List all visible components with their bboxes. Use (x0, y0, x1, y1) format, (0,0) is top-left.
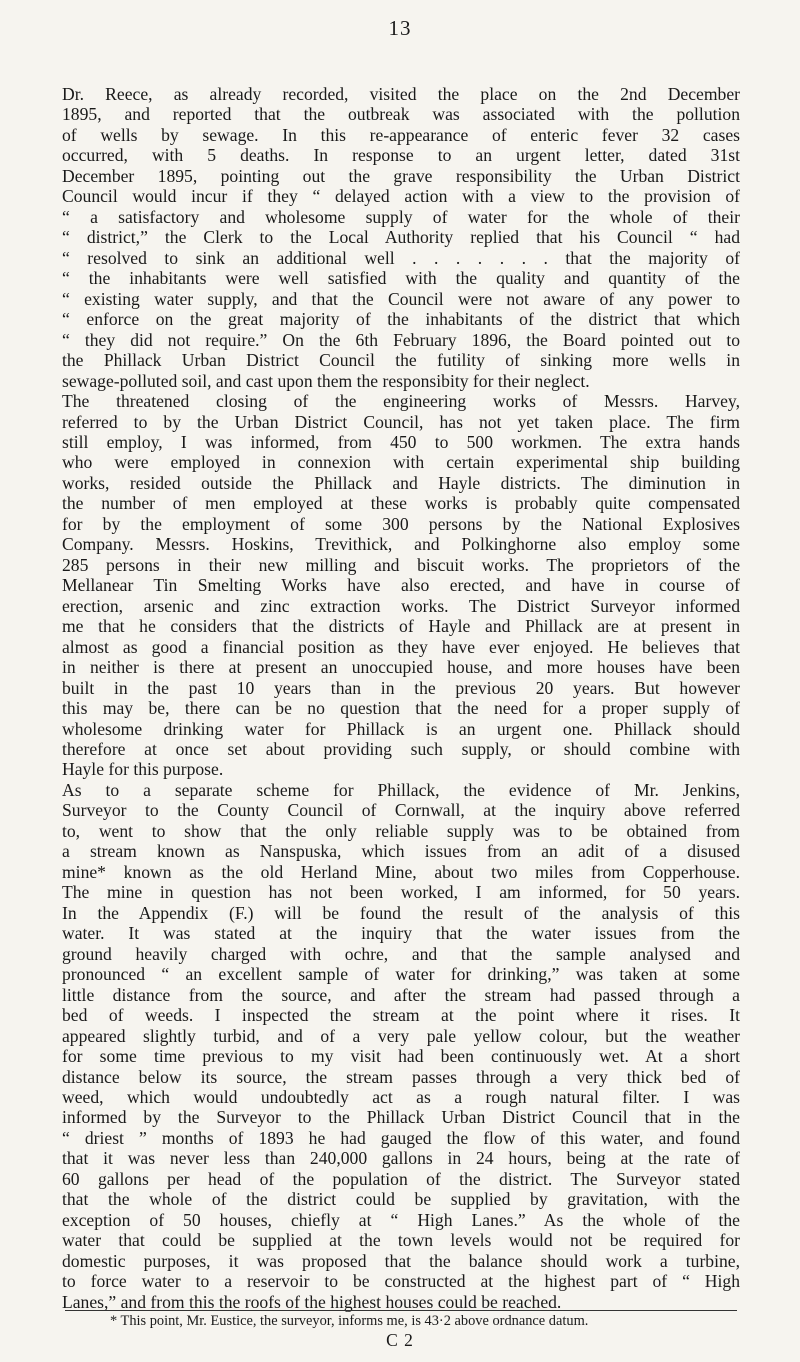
text-line: The mine in question has not been worked, I am informed, for 50 years. (62, 882, 740, 903)
text-line: water that could be supplied at the town levels would not be required for (62, 1230, 740, 1251)
text-line: domestic purposes, it was proposed that the balance should work a turbine, (62, 1250, 740, 1271)
footnote: * This point, Mr. Eustice, the surveyor, informs me, is 43·2 above ordnance datum. (110, 1313, 589, 1329)
text-line: Hayle for this purpose. (62, 759, 224, 780)
text-line: water. It was stated at the inquiry that the water issues from the (62, 923, 740, 944)
text-line: ground heavily charged with ochre, and that the sample analysed and (62, 943, 740, 964)
text-line: distance below its source, the stream passes through a very thick bed of (62, 1066, 740, 1087)
text-line: that the whole of the district could be supplied by gravitation, with the (62, 1189, 740, 1210)
text-line: bed of weeds. I inspected the stream at the point where it rises. It (62, 1005, 740, 1026)
text-line: that it was never less than 240,000 gallons in 24 hours, being at the rate of (62, 1148, 740, 1169)
text-line: for some time previous to my visit had been continuously wet. At a short (62, 1046, 740, 1067)
text-line: pronounced “ an excellent sample of water for drinking,” was taken at some (62, 964, 740, 985)
text-line: wholesome drinking water for Phillack is an urgent one. Phillack should (62, 718, 740, 739)
body-text (62, 84, 740, 1312)
text-line: to, went to show that the only reliable supply was to be obtained from (62, 820, 740, 841)
text-line: “ resolved to sink an additional well . . . . . . . that the majority of (62, 247, 740, 268)
text-line: Dr. Reece, as already recorded, visited the place on the 2nd December (62, 84, 740, 104)
text-line: “ the inhabitants were well satisfied with the quality and quantity of the (62, 268, 740, 289)
text-line: appeared slightly turbid, and of a very pale yellow colour, but the weather (62, 1025, 740, 1046)
text-line: “ district,” the Clerk to the Local Authority replied that his Council “ had (62, 227, 740, 248)
text-line: occurred, with 5 deaths. In response to an urgent letter, dated 31st (62, 145, 740, 166)
text-line: the number of men employed at these works is probably quite compensated (62, 493, 740, 514)
text-line: this may be, there can be no question that the need for a proper supply of (62, 698, 740, 719)
text-line: December 1895, pointing out the grave responsibility the Urban District (62, 165, 740, 186)
text-line: 1895, and reported that the outbreak was associated with the pollution (62, 104, 740, 125)
text-line: mine* known as the old Herland Mine, about two miles from Copperhouse. (62, 861, 740, 882)
text-line: a stream known as Nanspuska, which issues from an adit of a disused (62, 841, 740, 862)
text-line: Lanes,” and from this the roofs of the highest houses could be reached. (62, 1291, 562, 1312)
text-line: referred to by the Urban District Council, has not yet taken place. The firm (62, 411, 740, 432)
text-line: the Phillack Urban District Council the futility of sinking more wells in (62, 350, 740, 371)
text-line: built in the past 10 years than in the previous 20 years. But however (62, 677, 740, 698)
text-line: Surveyor to the County Council of Cornwall, at the inquiry above referred (62, 800, 740, 821)
text-line: sewage-polluted soil, and cast upon them the responsibity for their neglect. (62, 370, 590, 391)
text-line: me that he considers that the districts of Hayle and Phillack are at present in (62, 616, 740, 637)
text-line: “ enforce on the great majority of the inhabitants of the district that which (62, 309, 740, 330)
page-number: 13 (388, 16, 412, 40)
text-line: The threatened closing of the engineering works of Messrs. Harvey, (62, 391, 740, 412)
text-line: Mellanear Tin Smelting Works have also erected, and have in course of (62, 575, 740, 596)
footnote-divider (65, 1310, 737, 1311)
text-line: In the Appendix (F.) will be found the result of the analysis of this (62, 902, 740, 923)
text-line: in neither is there at present an unoccupied house, and more houses have been (62, 657, 740, 678)
text-line: “ they did not require.” On the 6th February 1896, the Board pointed out to (62, 329, 740, 350)
text-line: As to a separate scheme for Phillack, the evidence of Mr. Jenkins, (62, 779, 740, 800)
text-line: 60 gallons per head of the population of the district. The Surveyor stated (62, 1168, 740, 1189)
text-line: little distance from the source, and after the stream had passed through a (62, 984, 740, 1005)
text-line: exception of 50 houses, chiefly at “ High Lanes.” As the whole of the (62, 1209, 740, 1230)
text-line: Council would incur if they “ delayed action with a view to the provision of (62, 186, 740, 207)
text-line: weed, which would undoubtedly act as a rough natural filter. I was (62, 1086, 740, 1107)
text-line: still employ, I was informed, from 450 to 500 workmen. The extra hands (62, 431, 740, 452)
text-line: who were employed in connexion with certain experimental ship building (62, 452, 740, 473)
text-line: “ driest ” months of 1893 he had gauged the flow of this water, and found (62, 1127, 740, 1148)
text-line: therefore at once set about providing such supply, or should combine with (62, 739, 740, 759)
text-line: “ existing water supply, and that the Council were not aware of any power to (62, 288, 740, 309)
text-line: erection, arsenic and zinc extraction works. The District Surveyor informed (62, 595, 740, 616)
text-line: works, resided outside the Phillack and Hayle districts. The diminution in (62, 472, 740, 493)
text-line: “ a satisfactory and wholesome supply of water for the whole of their (62, 206, 740, 227)
text-line: for by the employment of some 300 persons by the National Explosives (62, 513, 740, 534)
text-line: informed by the Surveyor to the Phillack Urban District Council that in the (62, 1107, 740, 1128)
text-line: of wells by sewage. In this re-appearance of enteric fever 32 cases (62, 124, 740, 145)
text-line: to force water to a reservoir to be constructed at the highest part of “ High (62, 1271, 740, 1292)
text-line: Company. Messrs. Hoskins, Trevithick, and Polkinghorne also employ some (62, 534, 740, 555)
signature-mark: C 2 (386, 1330, 414, 1350)
text-line: 285 persons in their new milling and biscuit works. The proprietors of the (62, 554, 740, 575)
text-line: almost as good a financial position as they have ever enjoyed. He believes that (62, 636, 740, 657)
